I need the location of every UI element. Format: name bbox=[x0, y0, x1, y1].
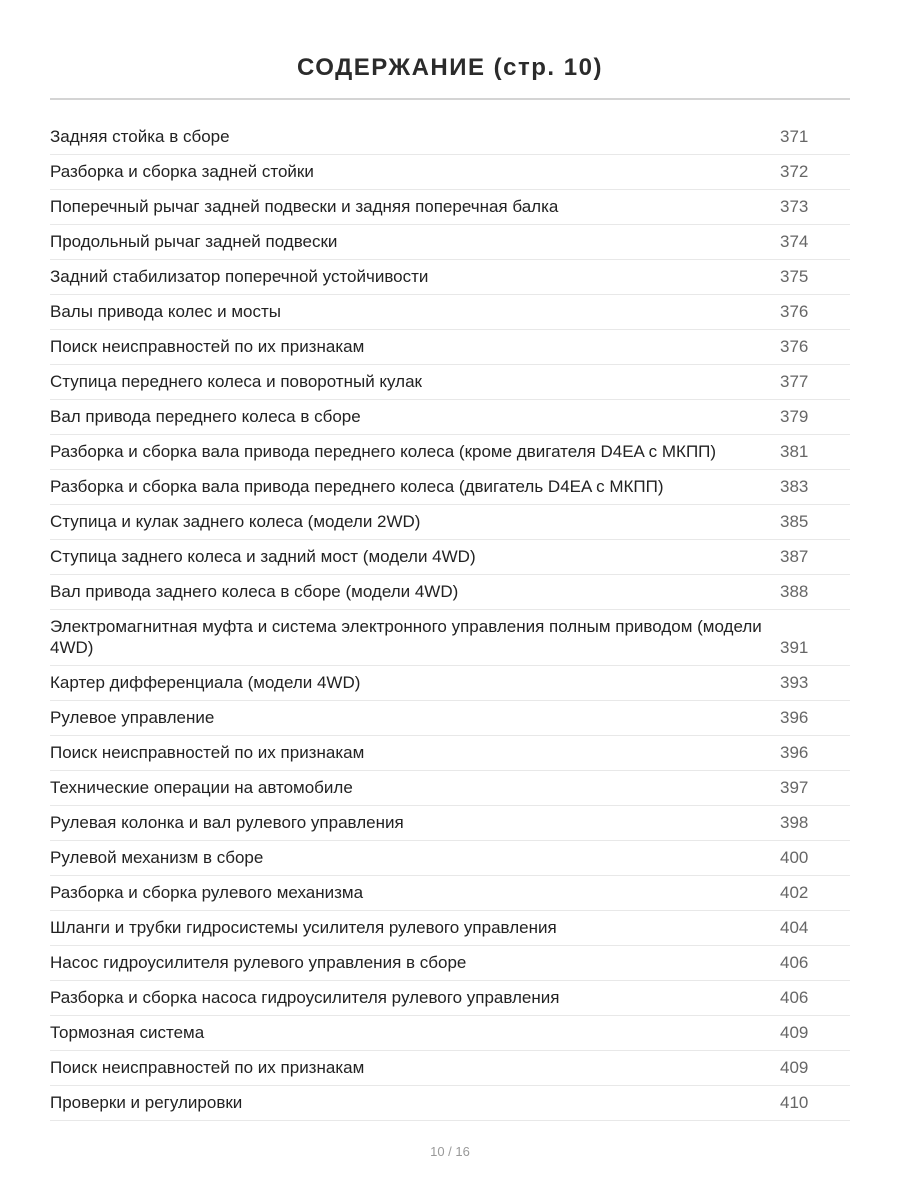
toc-entry-title: Рулевая колонка и вал рулевого управления bbox=[50, 813, 404, 832]
toc-entry-title: Поиск неисправностей по их признакам bbox=[50, 337, 365, 356]
toc-entry-title: Ступица заднего колеса и задний мост (модели 4WD) bbox=[50, 547, 476, 566]
toc-entry-title: Картер дифференциала (модели 4WD) bbox=[50, 673, 361, 692]
toc-entry-page-number: 374 bbox=[780, 232, 809, 251]
toc-entry[interactable] bbox=[50, 736, 850, 771]
title-divider bbox=[50, 98, 850, 100]
toc-entry[interactable] bbox=[50, 155, 850, 190]
toc-entry-page-number: 391 bbox=[780, 638, 809, 657]
toc-entry-page-number: 410 bbox=[780, 1093, 809, 1112]
toc-entry[interactable] bbox=[50, 841, 850, 876]
toc-entry[interactable] bbox=[50, 505, 850, 540]
toc-entry[interactable] bbox=[50, 946, 850, 981]
toc-entry-title: Задняя стойка в сборе bbox=[50, 127, 230, 146]
toc-entry-page-number: 396 bbox=[780, 708, 809, 727]
toc-entry-title: Поперечный рычаг задней подвески и задняя поперечная балка bbox=[50, 197, 559, 216]
toc-entry[interactable] bbox=[50, 435, 850, 470]
toc-entry-page-number: 387 bbox=[780, 547, 809, 566]
toc-entry[interactable] bbox=[50, 911, 850, 946]
toc-entry-page-number: 406 bbox=[780, 988, 809, 1007]
toc-entry[interactable] bbox=[50, 120, 850, 155]
toc-entry[interactable] bbox=[50, 540, 850, 575]
table-of-contents bbox=[50, 120, 850, 1121]
toc-entry-page-number: 373 bbox=[780, 197, 809, 216]
toc-entry-title: Проверки и регулировки bbox=[50, 1093, 243, 1112]
toc-entry-title: Продольный рычаг задней подвески bbox=[50, 232, 338, 251]
toc-entry-page-number: 376 bbox=[780, 337, 809, 356]
toc-entry-page-number: 396 bbox=[780, 743, 809, 762]
toc-entry-page-number: 397 bbox=[780, 778, 809, 797]
toc-entry-title: Разборка и сборка вала привода переднего колеса (кроме двигателя D4EA с МКПП) bbox=[50, 442, 717, 461]
toc-entry[interactable] bbox=[50, 876, 850, 911]
toc-entry-page-number: 404 bbox=[780, 918, 809, 937]
toc-entry-title: Ступица переднего колеса и поворотный кулак bbox=[50, 372, 422, 391]
toc-entry-title: Задний стабилизатор поперечной устойчивости bbox=[50, 267, 429, 286]
toc-entry-page-number: 383 bbox=[780, 477, 809, 496]
toc-entry-title: Ступица и кулак заднего колеса (модели 2WD) bbox=[50, 512, 421, 531]
toc-entry-page-number: 385 bbox=[780, 512, 809, 531]
toc-entry[interactable] bbox=[50, 1086, 850, 1121]
toc-entry-title: Вал привода заднего колеса в сборе (модели 4WD) bbox=[50, 582, 459, 601]
toc-entry[interactable] bbox=[50, 981, 850, 1016]
toc-entry-title: Технические операции на автомобиле bbox=[50, 778, 353, 797]
page-indicator: 10 / 16 bbox=[430, 1144, 470, 1159]
toc-entry-title: Тормозная система bbox=[50, 1023, 205, 1042]
toc-entry-title: Валы привода колес и мосты bbox=[50, 302, 282, 321]
toc-entry[interactable] bbox=[50, 1016, 850, 1051]
toc-entry-title: Поиск неисправностей по их признакам bbox=[50, 1058, 365, 1077]
toc-entry-page-number: 402 bbox=[780, 883, 809, 902]
toc-entry[interactable] bbox=[50, 771, 850, 806]
toc-entry-title: Электромагнитная муфта и система электронного управления полным приводом (модели 4WD) bbox=[50, 617, 762, 657]
toc-entry[interactable] bbox=[50, 610, 850, 666]
toc-entry-page-number: 409 bbox=[780, 1023, 809, 1042]
toc-entry-title: Поиск неисправностей по их признакам bbox=[50, 743, 365, 762]
toc-entry-page-number: 388 bbox=[780, 582, 809, 601]
toc-entry-page-number: 381 bbox=[780, 442, 809, 461]
toc-entry[interactable] bbox=[50, 260, 850, 295]
toc-entry-page-number: 379 bbox=[780, 407, 809, 426]
toc-entry-page-number: 376 bbox=[780, 302, 809, 321]
toc-entry-title: Разборка и сборка рулевого механизма bbox=[50, 883, 364, 902]
toc-entry[interactable] bbox=[50, 295, 850, 330]
toc-entry-title: Разборка и сборка насоса гидроусилителя рулевого управления bbox=[50, 988, 560, 1007]
toc-entry[interactable] bbox=[50, 400, 850, 435]
toc-entry[interactable] bbox=[50, 575, 850, 610]
toc-entry[interactable] bbox=[50, 806, 850, 841]
toc-entry-title: Шланги и трубки гидросистемы усилителя рулевого управления bbox=[50, 918, 557, 937]
toc-entry-page-number: 377 bbox=[780, 372, 809, 391]
toc-entry[interactable] bbox=[50, 330, 850, 365]
toc-entry-title: Насос гидроусилителя рулевого управления в сборе bbox=[50, 953, 467, 972]
toc-entry[interactable] bbox=[50, 365, 850, 400]
toc-entry-page-number: 400 bbox=[780, 848, 809, 867]
toc-entry-title: Разборка и сборка задней стойки bbox=[50, 162, 314, 181]
toc-entry[interactable] bbox=[50, 666, 850, 701]
toc-entry-title: Разборка и сборка вала привода переднего колеса (двигатель D4EA с МКПП) bbox=[50, 477, 664, 496]
toc-entry-page-number: 393 bbox=[780, 673, 809, 692]
toc-entry[interactable] bbox=[50, 701, 850, 736]
toc-entry-page-number: 409 bbox=[780, 1058, 809, 1077]
toc-entry-title: Рулевой механизм в сборе bbox=[50, 848, 264, 867]
toc-entry-page-number: 375 bbox=[780, 267, 809, 286]
toc-entry[interactable] bbox=[50, 225, 850, 260]
toc-entry[interactable] bbox=[50, 470, 850, 505]
toc-entry[interactable] bbox=[50, 190, 850, 225]
toc-entry-page-number: 398 bbox=[780, 813, 809, 832]
toc-entry[interactable] bbox=[50, 1051, 850, 1086]
toc-entry-page-number: 371 bbox=[780, 127, 809, 146]
toc-entry-page-number: 372 bbox=[780, 162, 809, 181]
toc-entry-title: Вал привода переднего колеса в сборе bbox=[50, 407, 361, 426]
toc-entry-title: Рулевое управление bbox=[50, 708, 215, 727]
toc-entry-page-number: 406 bbox=[780, 953, 809, 972]
page-title: СОДЕРЖАНИЕ (стр. 10) bbox=[297, 54, 603, 82]
